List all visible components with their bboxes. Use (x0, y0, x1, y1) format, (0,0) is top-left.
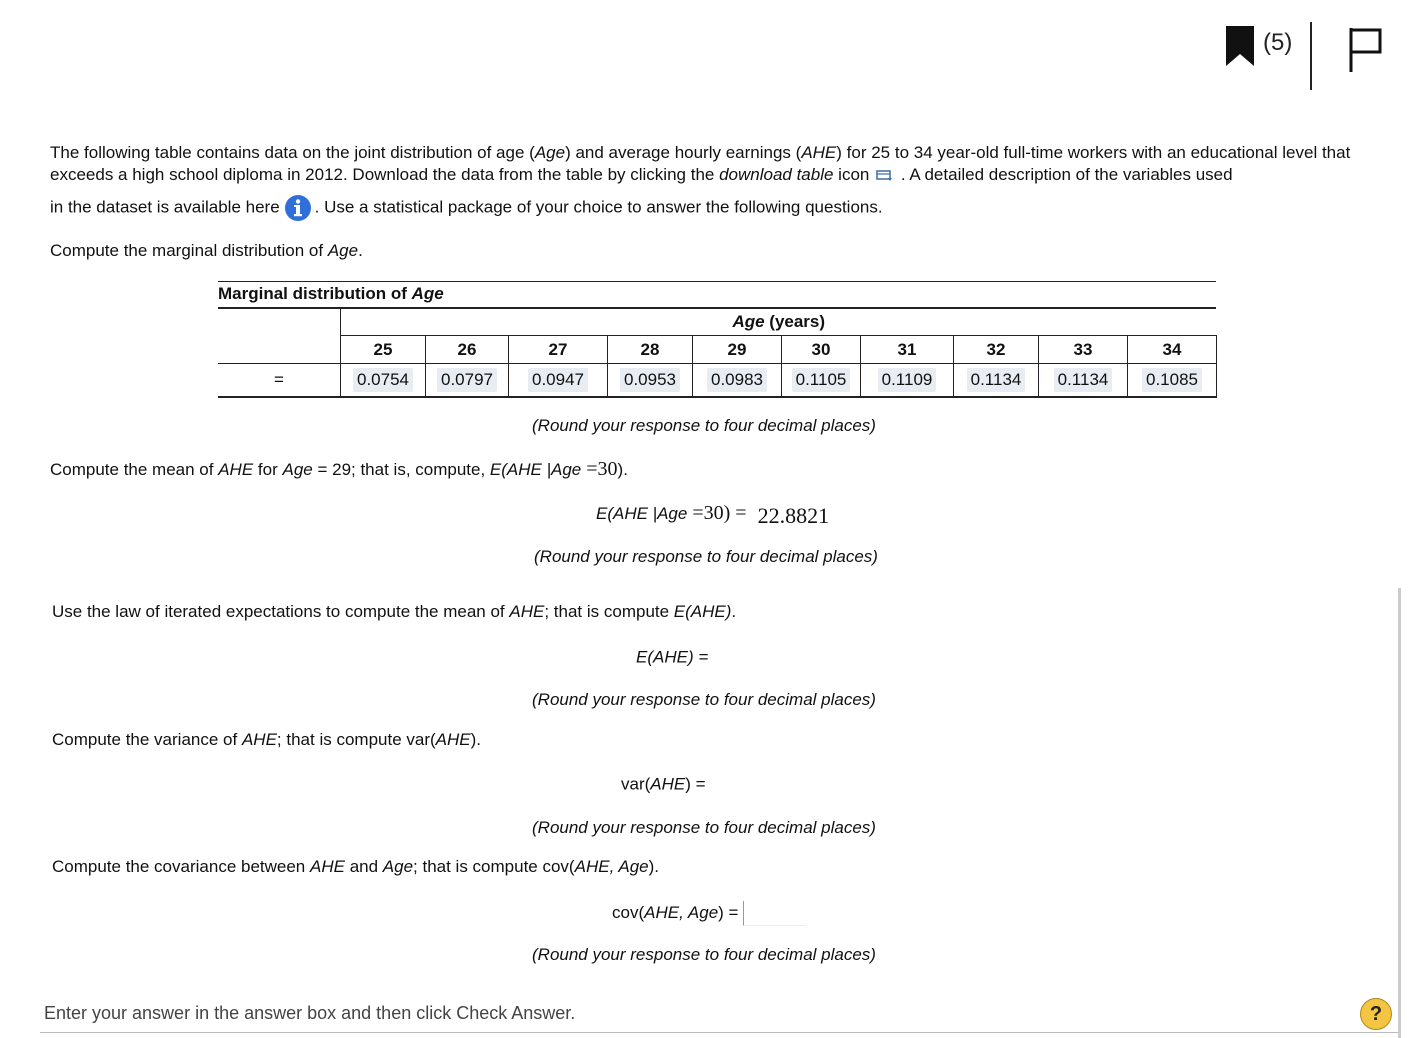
footer-divider (40, 1032, 1400, 1033)
age-cell: 30 (782, 336, 861, 364)
conditional-mean-input[interactable]: 22.8821 (757, 502, 830, 528)
covariance-answer-row: cov(AHE, Age) = (612, 901, 806, 926)
value-row (218, 364, 1217, 398)
age-cell: 34 (1128, 336, 1217, 364)
header-divider (1310, 22, 1312, 90)
instruction-text: Enter your answer in the answer box and then click Check Answer. (44, 1003, 576, 1023)
round-note: (Round your response to four decimal places) (532, 818, 876, 837)
marginal-distribution-table (218, 308, 1217, 398)
probability-value: 0.0754 (353, 368, 413, 392)
age-cell: 29 (693, 336, 782, 364)
question-conditional-mean: Compute the mean of AHE for Age = 29; that is, compute, E(AHE |Age =30). (50, 458, 628, 480)
download-table-icon[interactable] (876, 169, 894, 183)
points-value: (5) (1263, 29, 1293, 56)
round-note: (Round your response to four decimal places) (532, 690, 876, 709)
probability-value: 0.1105 (792, 368, 851, 392)
probability-value: 0.0953 (620, 368, 680, 392)
row-label: = (218, 364, 341, 398)
age-cell: 32 (954, 336, 1039, 364)
table-title: Marginal distribution of Age (218, 284, 444, 303)
covariance-input[interactable] (743, 901, 806, 926)
probability-value: 0.1134 (1054, 368, 1113, 392)
info-icon[interactable] (284, 194, 312, 222)
conditional-mean-answer-row: E(AHE |Age =30) = 22.8821 (596, 502, 835, 527)
age-cell: 25 (341, 336, 426, 364)
age-row (218, 336, 1217, 364)
question-iterated-expectations: Use the law of iterated expectations to compute the mean of AHE; that is compute E(AHE). (52, 602, 737, 621)
age-header: Age (years) (341, 308, 1217, 336)
mean-input[interactable] (713, 646, 773, 670)
table-top-rule (218, 281, 1216, 282)
probability-value: 0.1109 (878, 368, 937, 392)
age-cell: 27 (509, 336, 608, 364)
question-marginal: Compute the marginal distribution of Age. (50, 241, 363, 260)
intro-paragraph: The following table contains data on the joint distribution of age (Age) and average hourly earnings (AHE) for 25 to 34 year-old full-time workers with an educational level that exceeds a high school diploma in 2012. Download the data from the table by clicking the download table icon . A detailed description of the variables used in the dataset is available here . Use a statistical package of your choice to answer the following questions. (50, 142, 1390, 186)
age-cell: 28 (608, 336, 693, 364)
bookmark-icon[interactable] (1226, 26, 1254, 66)
round-note: (Round your response to four decimal places) (534, 547, 878, 566)
mean-answer-row: E(AHE) = (636, 646, 773, 670)
scrollbar-track[interactable] (1398, 588, 1401, 1038)
age-cell: 33 (1039, 336, 1128, 364)
probability-value: 0.1085 (1142, 368, 1202, 392)
probability-value: 0.0797 (437, 368, 497, 392)
round-note: (Round your response to four decimal places) (532, 416, 876, 435)
help-button[interactable]: ? (1360, 998, 1392, 1030)
age-cell: 31 (861, 336, 954, 364)
probability-value: 0.0947 (528, 368, 588, 392)
variance-input[interactable] (710, 773, 770, 797)
variance-answer-row: var(AHE) = (621, 773, 770, 797)
flag-icon[interactable] (1348, 26, 1384, 74)
round-note: (Round your response to four decimal places) (532, 945, 876, 964)
age-cell: 26 (426, 336, 509, 364)
probability-value: 0.1134 (967, 368, 1026, 392)
probability-value: 0.0983 (707, 368, 767, 392)
question-covariance: Compute the covariance between AHE and Age; that is compute cov(AHE, Age). (52, 857, 660, 876)
question-variance: Compute the variance of AHE; that is compute var(AHE). (52, 730, 482, 749)
